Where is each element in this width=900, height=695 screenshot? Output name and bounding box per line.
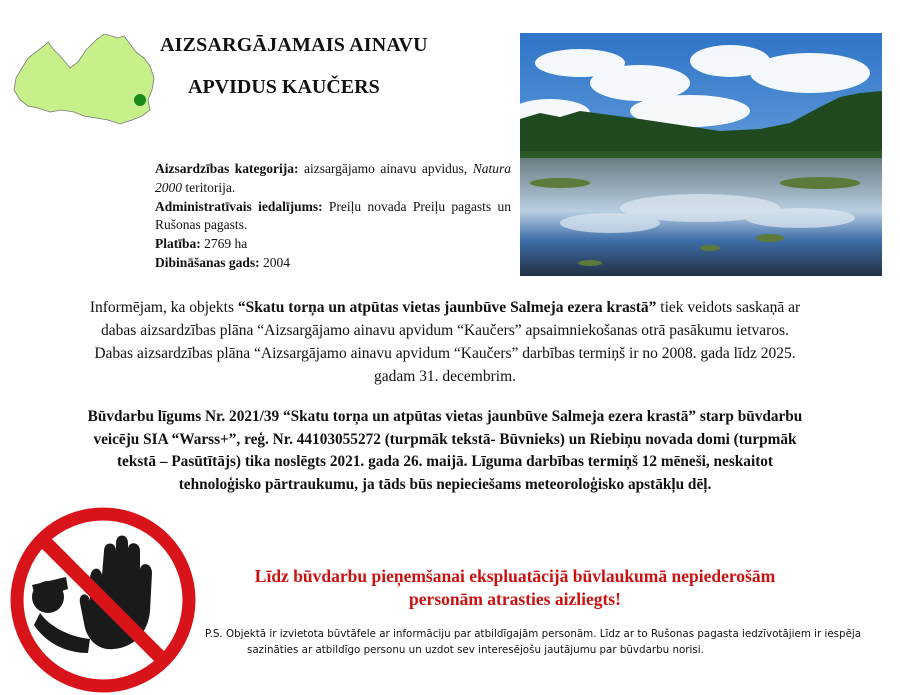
paragraph-1-rest: tiek veidots saskaņā ar dabas aizsardzības plāna “Aizsargājamo ainavu apvidum “Kaučers” apsaimniekošanas otrā pasākumu ietvaros. Dabas aizsardzības plāna “Aizsargājamo ainavu apvidum “Kaučers” darbības termiņš ir no 2008. gada līdz 2025. gadam 31. decembrim.	[94, 299, 801, 385]
ps-line-2: sazināties ar atbildīgo personu un uzdot sev interesējošu jautājumu par būvdarbu norisi.	[247, 644, 704, 656]
year-value: 2004	[259, 254, 291, 270]
ps-note	[205, 626, 870, 658]
category-label: Aizsardzības kategorija:	[155, 161, 299, 176]
paragraph-2: Būvdarbu līgums Nr. 2021/39 “Skatu torņa un atpūtas vietas jaunbūve Salmeja ezera krastā” starp būvdarbu veicēju SIA “Warss+”, reģ. Nr. 44103055272 (turpmāk tekstā- Būvnieks) un Riebiņu novada domi (turpmāk tekstā – Pasūtītājs) tika noslēgts 2021. gada 26. maijā. Līguma darbības termiņš 12 mēneši, neskaitot tehnoloģisko pārtraukumu, ja tāds būs nepieciešams meteoroloģisko apstākļu dēļ.	[87, 408, 803, 493]
paragraph-1	[85, 296, 805, 388]
lake-photo	[520, 33, 882, 276]
area-value: 2769 ha	[200, 236, 248, 252]
page-title-line2: APVIDUS KAUČERS	[188, 76, 380, 98]
area-label: Platība:	[155, 236, 201, 252]
category-value: aizsargājamo ainavu apvidus,	[298, 161, 473, 176]
category-value-end: teritorija.	[182, 179, 236, 195]
ps-line-1: P.S. Objektā ir izvietota būvtāfele ar informāciju par atbildīgajām personām. Līdz ar to Rušonas pagasta iedzīvotājiem ir iespēja	[205, 628, 862, 640]
no-entry-hand-icon	[10, 507, 196, 693]
admin-label: Administratīvais iedalījums:	[155, 198, 323, 214]
warning-line-2: personām atrasties aizliegts!	[409, 589, 621, 609]
year-label: Dibināšanas gads:	[155, 254, 260, 270]
paragraph-1-start: Informējam, ka objekts	[89, 299, 238, 316]
page-title-line1: AIZSARGĀJAMAIS AINAVU	[160, 34, 428, 56]
warning-text	[195, 565, 835, 611]
project-name: “Skatu torņa un atpūtas vietas jaunbūve Salmeja ezera krastā”	[237, 299, 657, 316]
warning-line-1: Līdz būvdarbu pieņemšanai ekspluatācijā būvlaukumā nepiederošām	[254, 566, 776, 586]
category-italic: Natura 2000	[155, 161, 511, 195]
latvia-map-icon	[8, 28, 158, 128]
admin-value: Preiļu novada Preiļu pagasts un Rušonas pagasts.	[155, 198, 511, 233]
location-dot	[134, 94, 146, 106]
info-block	[155, 160, 511, 273]
